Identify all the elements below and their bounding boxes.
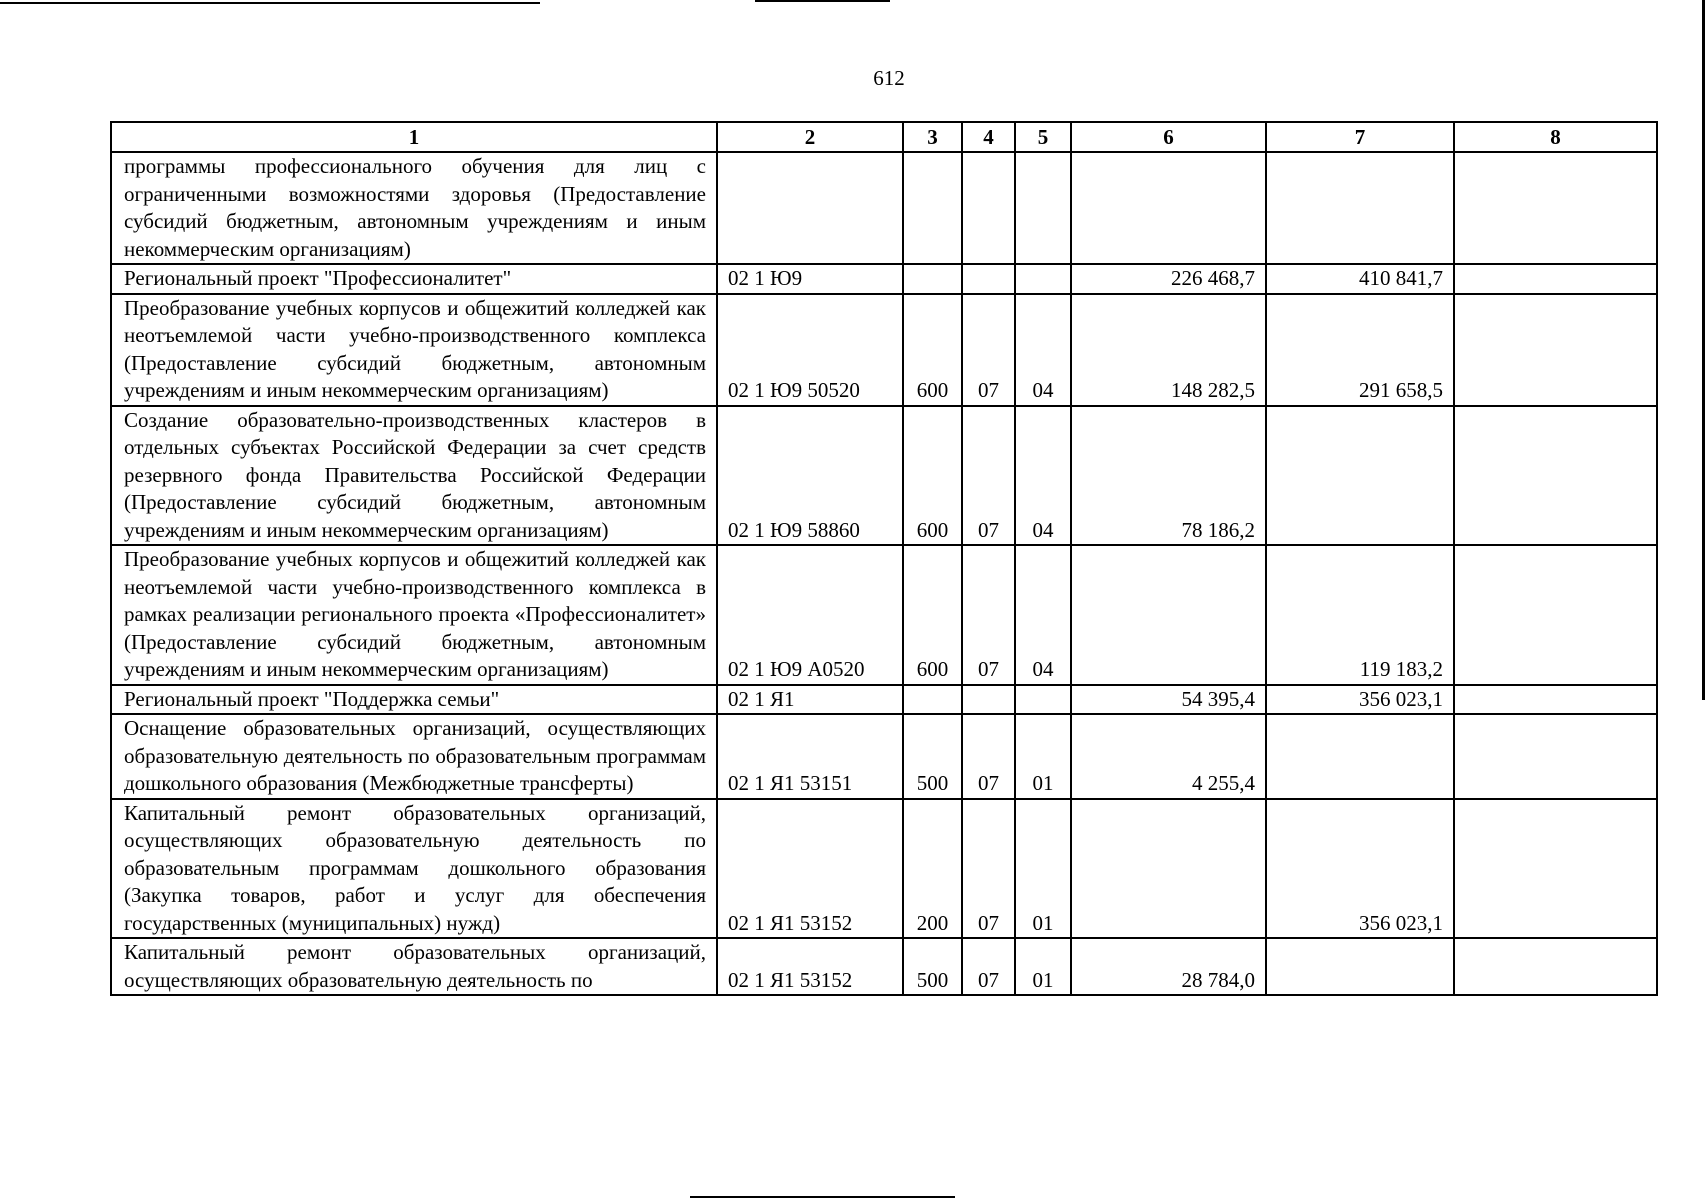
row-c6: 148 282,5 [1071, 294, 1266, 406]
scan-artifact-right [1702, 0, 1705, 700]
row-code: 02 1 Я1 53151 [717, 714, 903, 799]
row-c4: 07 [962, 938, 1015, 995]
row-c4: 07 [962, 714, 1015, 799]
row-c4: 07 [962, 294, 1015, 406]
column-header: 7 [1266, 122, 1454, 152]
row-c6: 54 395,4 [1071, 685, 1266, 715]
row-code: 02 1 Я1 [717, 685, 903, 715]
row-c7: 410 841,7 [1266, 264, 1454, 294]
row-c7: 119 183,2 [1266, 545, 1454, 685]
column-header: 2 [717, 122, 903, 152]
row-name: программы профессионального обучения для лиц с ограниченными возможностями здоровья (Предоставление субсидий бюджетным, автономным учреждениям и иным некоммерческим организациям) [111, 152, 717, 264]
row-c3 [903, 685, 962, 715]
table-row [111, 294, 1657, 406]
table-header-row [111, 122, 1657, 152]
page-number: 612 [873, 66, 905, 90]
scan-artifact-top-right [755, 0, 890, 2]
row-c5: 01 [1015, 799, 1071, 939]
table-row [111, 799, 1657, 939]
row-c4: 07 [962, 545, 1015, 685]
row-c6 [1071, 545, 1266, 685]
row-name: Оснащение образовательных организаций, осуществляющих образовательную деятельность по образовательным программам дошкольного образования (Межбюджетные трансферты) [111, 714, 717, 799]
row-c8 [1454, 545, 1657, 685]
row-c8 [1454, 685, 1657, 715]
row-name: Капитальный ремонт образовательных организаций, осуществляющих образовательную деятельность по образовательным программам дошкольного образования (Закупка товаров, работ и услуг для обеспечения государственных (муниципальных) нужд) [111, 799, 717, 939]
row-c5 [1015, 152, 1071, 264]
row-c6: 28 784,0 [1071, 938, 1266, 995]
row-name: Региональный проект "Поддержка семьи" [111, 685, 717, 715]
row-c3: 600 [903, 545, 962, 685]
row-c7: 356 023,1 [1266, 685, 1454, 715]
column-header: 1 [111, 122, 717, 152]
row-code: 02 1 Ю9 А0520 [717, 545, 903, 685]
table-row [111, 406, 1657, 546]
row-c7 [1266, 714, 1454, 799]
row-c7: 356 023,1 [1266, 799, 1454, 939]
row-c5 [1015, 685, 1071, 715]
row-c4: 07 [962, 799, 1015, 939]
row-c3: 200 [903, 799, 962, 939]
column-header: 8 [1454, 122, 1657, 152]
row-code: 02 1 Я1 53152 [717, 938, 903, 995]
row-c8 [1454, 294, 1657, 406]
row-c3 [903, 264, 962, 294]
row-c3 [903, 152, 962, 264]
row-name: Капитальный ремонт образовательных организаций, осуществляющих образовательную деятельность по [111, 938, 717, 995]
row-c4 [962, 685, 1015, 715]
row-code: 02 1 Ю9 50520 [717, 294, 903, 406]
row-c8 [1454, 799, 1657, 939]
scan-artifact-bottom [690, 1196, 955, 1198]
row-c8 [1454, 406, 1657, 546]
row-c4: 07 [962, 406, 1015, 546]
row-c4 [962, 152, 1015, 264]
row-name: Преобразование учебных корпусов и общежитий колледжей как неотъемлемой части учебно-производственного комплекса (Предоставление субсидий бюджетным, автономным учреждениям и иным некоммерческим организациям) [111, 294, 717, 406]
row-name: Региональный проект "Профессионалитет" [111, 264, 717, 294]
row-c7 [1266, 152, 1454, 264]
table-row [111, 264, 1657, 294]
row-c5: 04 [1015, 406, 1071, 546]
row-c6: 4 255,4 [1071, 714, 1266, 799]
row-c5: 01 [1015, 938, 1071, 995]
row-c3: 600 [903, 294, 962, 406]
row-c6: 226 468,7 [1071, 264, 1266, 294]
row-name: Преобразование учебных корпусов и общежитий колледжей как неотъемлемой части учебно-производственного комплекса в рамках реализации регионального проекта «Профессионалитет» (Предоставление субсидий бюджетным, автономным учреждениям и иным некоммерческим организациям) [111, 545, 717, 685]
column-header: 5 [1015, 122, 1071, 152]
table-row [111, 714, 1657, 799]
row-c3: 500 [903, 938, 962, 995]
budget-table [110, 121, 1658, 996]
table-row [111, 545, 1657, 685]
row-c8 [1454, 264, 1657, 294]
row-c3: 500 [903, 714, 962, 799]
row-c8 [1454, 714, 1657, 799]
row-c6 [1071, 152, 1266, 264]
row-code [717, 152, 903, 264]
table-row [111, 938, 1657, 995]
row-c4 [962, 264, 1015, 294]
column-header: 4 [962, 122, 1015, 152]
row-c7 [1266, 938, 1454, 995]
row-c7 [1266, 406, 1454, 546]
row-c5: 04 [1015, 294, 1071, 406]
row-code: 02 1 Я1 53152 [717, 799, 903, 939]
table-row [111, 152, 1657, 264]
table-row [111, 685, 1657, 715]
column-header: 6 [1071, 122, 1266, 152]
row-c7: 291 658,5 [1266, 294, 1454, 406]
row-c5: 01 [1015, 714, 1071, 799]
row-c8 [1454, 938, 1657, 995]
scan-artifact-top [0, 2, 540, 4]
row-c6: 78 186,2 [1071, 406, 1266, 546]
column-header: 3 [903, 122, 962, 152]
row-c6 [1071, 799, 1266, 939]
row-name: Создание образовательно-производственных кластеров в отдельных субъектах Российской Федерации за счет средств резервного фонда Правительства Российской Федерации (Предоставление субсидий бюджетным, автономным учреждениям и иным некоммерческим организациям) [111, 406, 717, 546]
row-c8 [1454, 152, 1657, 264]
row-c5: 04 [1015, 545, 1071, 685]
row-c3: 600 [903, 406, 962, 546]
row-c5 [1015, 264, 1071, 294]
row-code: 02 1 Ю9 58860 [717, 406, 903, 546]
row-code: 02 1 Ю9 [717, 264, 903, 294]
